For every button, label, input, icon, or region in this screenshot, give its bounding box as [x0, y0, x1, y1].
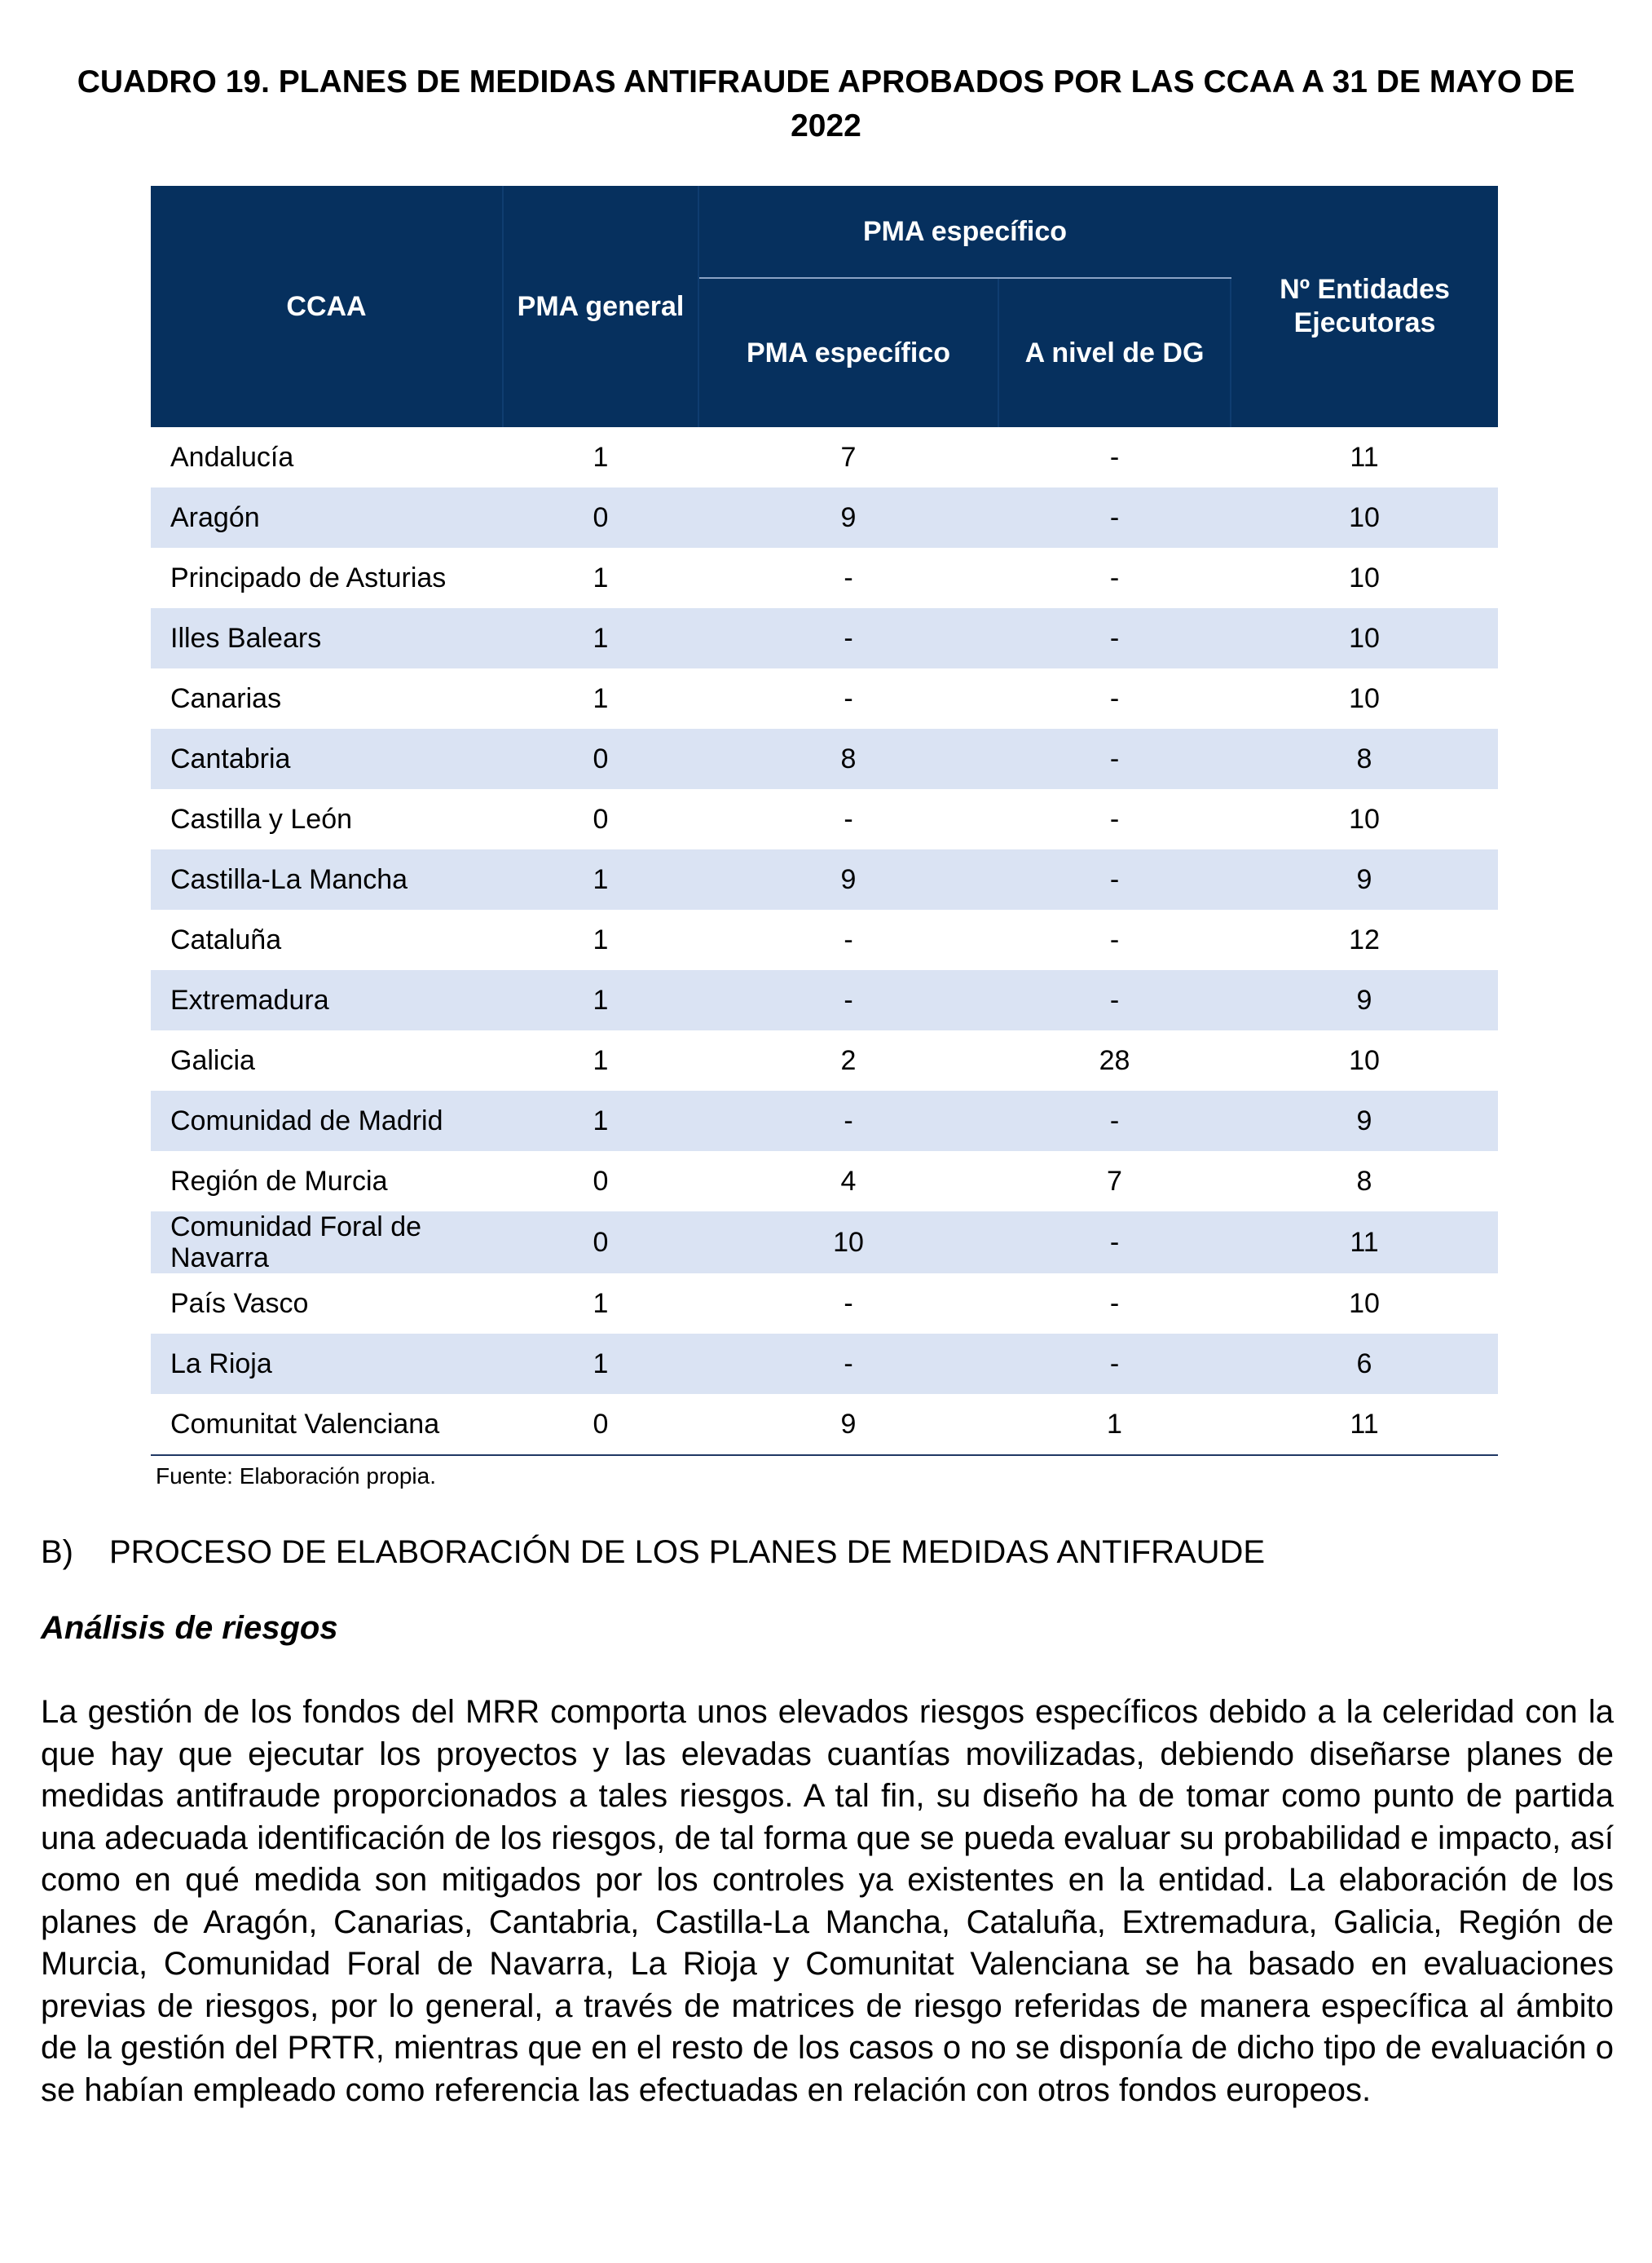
- cell-entidades: 11: [1231, 1211, 1498, 1273]
- cell-entidades: 10: [1349, 683, 1380, 714]
- cell-a-nivel-dg: 1: [998, 1394, 1231, 1455]
- cell-pma-especifico: -: [844, 562, 853, 593]
- cell-entidades: 10: [1349, 1045, 1380, 1076]
- cell-entidades: 9: [1231, 849, 1498, 910]
- cell-pma-general: 1: [503, 970, 698, 1030]
- cell-ccaa: Cataluña: [170, 924, 282, 955]
- cell-pma-especifico: -: [844, 683, 853, 714]
- cell-pma-general: 1: [503, 1334, 698, 1394]
- cell-ccaa: Andalucía: [170, 442, 294, 473]
- cell-pma-general: 1: [593, 562, 609, 593]
- cell-ccaa: La Rioja: [151, 1334, 503, 1394]
- cell-pma-especifico: -: [698, 970, 998, 1030]
- cell-a-nivel-dg: -: [1109, 683, 1120, 714]
- cell-entidades: 11: [1350, 442, 1379, 473]
- cell-ccaa: Región de Murcia: [170, 1166, 388, 1197]
- header-pma-especifico-group: PMA específico: [698, 186, 1231, 278]
- cell-entidades: 11: [1231, 1394, 1498, 1455]
- cell-pma-general: 0: [503, 1394, 698, 1455]
- cell-pma-especifico: 9: [698, 849, 998, 910]
- table-row: [151, 849, 1498, 910]
- cell-entidades: 10: [1349, 1288, 1380, 1319]
- cell-ccaa: Castilla-La Mancha: [151, 849, 503, 910]
- cell-a-nivel-dg: -: [998, 1211, 1231, 1273]
- cell-pma-general: 1: [503, 608, 698, 668]
- cell-pma-general: 1: [503, 1091, 698, 1151]
- cell-a-nivel-dg: -: [1109, 804, 1120, 835]
- cell-pma-general: 0: [593, 804, 609, 835]
- header-a-nivel-dg: A nivel de DG: [998, 278, 1231, 427]
- table-row: [151, 668, 1498, 729]
- cell-a-nivel-dg: -: [1109, 562, 1120, 593]
- cell-ccaa: Illes Balears: [151, 608, 503, 668]
- cell-pma-general: 1: [593, 924, 609, 955]
- cell-pma-general: 0: [503, 729, 698, 789]
- cell-pma-general: 1: [593, 683, 609, 714]
- cell-entidades: 9: [1231, 1091, 1498, 1151]
- cell-ccaa: Comunitat Valenciana: [151, 1394, 503, 1455]
- cell-ccaa: Comunidad Foral de Navarra: [151, 1211, 503, 1273]
- cell-a-nivel-dg: -: [998, 1334, 1231, 1394]
- cell-pma-especifico: -: [844, 924, 853, 955]
- cell-pma-especifico: 9: [698, 1394, 998, 1455]
- cell-pma-especifico: 2: [840, 1045, 857, 1076]
- cell-entidades: 8: [1356, 1166, 1372, 1197]
- cell-pma-especifico: -: [698, 608, 998, 668]
- cell-ccaa: Cantabria: [151, 729, 503, 789]
- cell-pma-general: 0: [593, 1166, 609, 1197]
- table-row: [151, 1030, 1498, 1091]
- cell-ccaa: Extremadura: [151, 970, 503, 1030]
- cell-a-nivel-dg: 28: [1099, 1045, 1130, 1076]
- table-row: [151, 427, 1498, 487]
- table-row: [151, 729, 1498, 789]
- cell-ccaa: Castilla y León: [170, 804, 353, 835]
- table-header: [151, 186, 1498, 427]
- table-row: [151, 1394, 1498, 1455]
- cell-pma-especifico: -: [844, 804, 853, 835]
- section-heading: [41, 1534, 1265, 1571]
- cell-a-nivel-dg: -: [1109, 924, 1120, 955]
- cell-entidades: 9: [1231, 970, 1498, 1030]
- cell-a-nivel-dg: -: [998, 970, 1231, 1030]
- cell-entidades: 8: [1231, 729, 1498, 789]
- cell-entidades: 10: [1231, 487, 1498, 548]
- cell-a-nivel-dg: -: [1109, 442, 1120, 473]
- cell-a-nivel-dg: -: [998, 487, 1231, 548]
- cell-a-nivel-dg: -: [1109, 1288, 1120, 1319]
- header-ccaa: CCAA: [151, 186, 503, 427]
- header-entidades-ejecutoras: Nº Entidades Ejecutoras: [1231, 186, 1498, 427]
- header-pma-general: PMA general: [503, 186, 698, 427]
- cell-entidades: 12: [1349, 924, 1380, 955]
- cell-pma-especifico: 7: [840, 442, 857, 473]
- cell-entidades: 6: [1231, 1334, 1498, 1394]
- cell-ccaa: Principado de Asturias: [170, 562, 447, 593]
- section-marker: B): [41, 1534, 73, 1570]
- table-body: [151, 427, 1498, 1455]
- cell-ccaa: Aragón: [151, 487, 503, 548]
- table-row: [151, 1151, 1498, 1211]
- cell-pma-general: 0: [503, 1211, 698, 1273]
- cell-pma-especifico: -: [698, 1091, 998, 1151]
- cell-pma-especifico: 10: [698, 1211, 998, 1273]
- cell-pma-especifico: 9: [698, 487, 998, 548]
- page-title: CUADRO 19. PLANES DE MEDIDAS ANTIFRAUDE APROBADOS POR LAS CCAA A 31 DE MAYO DE 2022: [77, 64, 1575, 143]
- table-row: [151, 910, 1498, 970]
- cell-a-nivel-dg: 7: [1107, 1166, 1122, 1197]
- cell-a-nivel-dg: -: [998, 1091, 1231, 1151]
- table-row: [151, 608, 1498, 668]
- antifraud-plans-table: [151, 186, 1498, 1456]
- cell-pma-general: 0: [503, 487, 698, 548]
- table-row: [151, 970, 1498, 1030]
- cell-entidades: 10: [1231, 608, 1498, 668]
- cell-a-nivel-dg: -: [998, 729, 1231, 789]
- cell-pma-especifico: -: [698, 1334, 998, 1394]
- header-pma-especifico: PMA específico: [698, 278, 998, 427]
- cell-ccaa: Canarias: [170, 683, 282, 714]
- cell-pma-especifico: -: [844, 1288, 853, 1319]
- cell-pma-general: 1: [593, 442, 609, 473]
- cell-pma-general: 1: [593, 1288, 609, 1319]
- table-row: [151, 1273, 1498, 1334]
- table-row: [151, 1091, 1498, 1151]
- body-paragraph: La gestión de los fondos del MRR comporta unos elevados riesgos específicos debido a la celeridad con la que hay que ejecutar los proyectos y las elevadas cuantías movilizadas, debiendo diseñarse planes de medidas antifraude proporcionados a tales riesgos. A tal fin, su diseño ha de tomar como punto de partida una adecuada identificación de los riesgos, de tal forma que se pueda evaluar su probabilidad e impacto, así como en qué medida son mitigados por los controles ya existentes en la entidad. La elaboración de los planes de Aragón, Canarias, Cantabria, Castilla-La Mancha, Cataluña, Extremadura, Galicia, Región de Murcia, Comunidad Foral de Navarra, La Rioja y Comunitat Valenciana se ha basado en evaluaciones previas de riesgos, por lo general, a través de matrices de riesgo referidas de manera específica al ámbito de la gestión del PRTR, mientras que en el resto de los casos o no se disponía de dicho tipo de evaluación o se habían empleado como referencia las efectuadas en relación con otros fondos europeos.: [41, 1694, 1614, 2108]
- cell-pma-general: 1: [593, 1045, 609, 1076]
- section-heading-text: PROCESO DE ELABORACIÓN DE LOS PLANES DE MEDIDAS ANTIFRAUDE: [109, 1534, 1266, 1570]
- table-row: [151, 487, 1498, 548]
- cell-a-nivel-dg: -: [998, 608, 1231, 668]
- cell-pma-especifico: 4: [840, 1166, 857, 1197]
- cell-entidades: 10: [1349, 804, 1380, 835]
- table-source-note: Fuente: Elaboración propia.: [156, 1463, 436, 1489]
- table-row: [151, 1211, 1498, 1273]
- cell-a-nivel-dg: -: [998, 849, 1231, 910]
- table-row: [151, 1334, 1498, 1394]
- cell-entidades: 10: [1349, 562, 1380, 593]
- cell-ccaa: País Vasco: [170, 1288, 309, 1319]
- sub-heading: Análisis de riesgos: [41, 1610, 338, 1646]
- cell-pma-general: 1: [503, 849, 698, 910]
- cell-ccaa: Comunidad de Madrid: [151, 1091, 503, 1151]
- table-row: [151, 789, 1498, 849]
- cell-pma-especifico: 8: [698, 729, 998, 789]
- table-row: [151, 548, 1498, 608]
- cell-ccaa: Galicia: [170, 1045, 255, 1076]
